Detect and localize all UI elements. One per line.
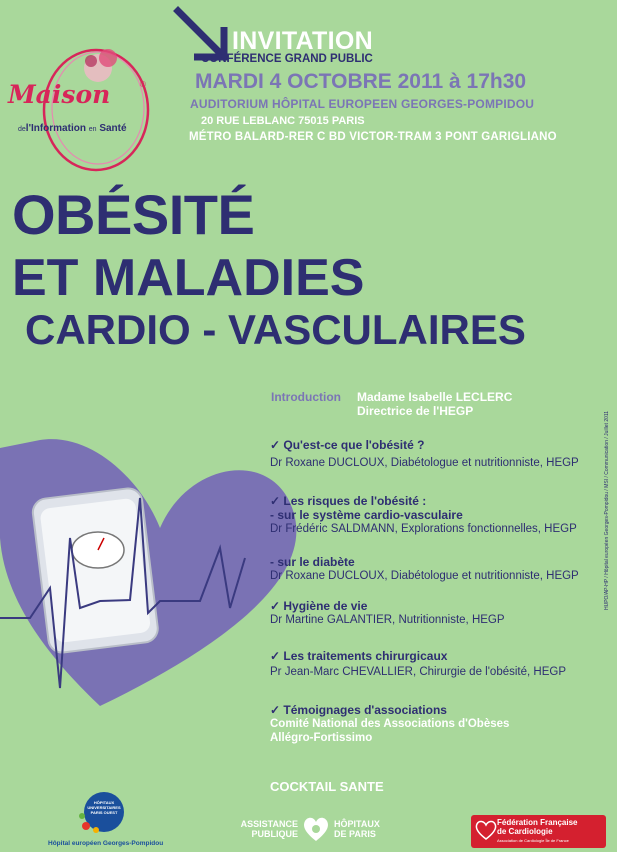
hup-line-4: Hôpital européen Georges-Pompidou	[48, 840, 164, 847]
event-address: 20 RUE LEBLANC 75015 PARIS	[201, 115, 365, 127]
program-item-speaker: Dr Roxane DUCLOUX, Diabétologue et nutritionniste, HEGP	[270, 457, 579, 469]
title-line-2: ET MALADIES	[12, 249, 365, 307]
intro-role: Directrice de l'HEGP	[357, 404, 474, 418]
program-item-speaker: Dr Roxane DUCLOUX, Diabétologue et nutritionniste, HEGP	[270, 570, 579, 582]
ffc-line-2: de Cardiologie	[497, 827, 553, 836]
ffc-logo	[471, 815, 606, 848]
program-item	[270, 599, 505, 627]
ap-hp-heart-icon	[302, 815, 330, 843]
ap-right	[334, 819, 380, 839]
logo-sub-en: en	[88, 126, 97, 133]
program-item-title: - sur le diabète	[270, 555, 355, 569]
ffc-heart-icon	[475, 819, 497, 841]
program-item-title: ✓ Hygiène de vie	[270, 599, 368, 613]
logo-sub-sante: Santé	[99, 123, 127, 134]
intro-label: Introduction	[271, 390, 341, 404]
program-item-speaker: Comité National des Associations d'Obèses	[270, 718, 510, 730]
program-item	[270, 703, 509, 745]
program-item-speaker: Dr Frédéric SALDMANN, Explorations fonctionnelles, HEGP	[270, 523, 577, 535]
intro-speaker	[357, 390, 512, 418]
cocktail-label: COCKTAIL SANTE	[270, 779, 384, 794]
ffc-text	[497, 818, 577, 845]
title-line-1: OBÉSITÉ	[12, 183, 255, 246]
logo-registered: ®	[140, 80, 146, 89]
hup-logo	[48, 790, 164, 850]
hup-text	[84, 800, 124, 815]
event-date: MARDI 4 OCTOBRE 2011 à 17h30	[195, 70, 527, 93]
logo-sub-info: l'Information	[25, 123, 86, 134]
title-line-3: CARDIO - VASCULAIRES	[25, 306, 526, 353]
program-item-title: ✓ Témoignages d'associations	[270, 703, 447, 717]
program-item-title: ✓ Les risques de l'obésité :	[270, 494, 427, 508]
program-item	[270, 438, 579, 470]
program-item	[270, 555, 579, 583]
ap-left-1: ASSISTANCE	[240, 819, 298, 829]
program-item	[270, 494, 577, 536]
logo-name: Maison	[8, 80, 111, 109]
logo-sub-de: de	[18, 126, 26, 133]
hup-line-3: PARIS OUEST	[90, 810, 118, 815]
logo-subtitle	[18, 123, 127, 134]
conference-label: CONFÉRENCE GRAND PUBLIC	[201, 53, 373, 65]
program-item-speaker-2: Allégro-Fortissimo	[270, 732, 373, 744]
ffc-line-3: Association de Cardiologie Île de France	[497, 838, 569, 843]
ap-right-1: HÔPITAUX	[334, 819, 380, 829]
program-item-title: ✓ Les traitements chirurgicaux	[270, 649, 448, 663]
invitation-heading: INVITATION	[232, 27, 373, 55]
ap-left	[230, 819, 298, 839]
ffc-line-1: Fédération Française	[497, 818, 578, 827]
vertical-credit: HUPO/AP-HP / Hôpital européen Georges-Pompidou / MSI / Communication / Juillet 2011	[604, 410, 610, 610]
ap-right-2: DE PARIS	[334, 829, 376, 839]
hup-line-2: UNIVERSITAIRES	[87, 805, 121, 810]
heart-scale-illustration	[0, 438, 300, 708]
event-venue: AUDITORIUM HÔPITAL EUROPEEN GEORGES-POMPIDOU	[190, 97, 535, 111]
program-item-subtitle: - sur le système cardio-vasculaire	[270, 508, 463, 522]
program-item-title: ✓ Qu'est-ce que l'obésité ?	[270, 438, 425, 452]
program-item-speaker: Pr Jean-Marc CHEVALLIER, Chirurgie de l'obésité, HEGP	[270, 666, 566, 678]
program-item	[270, 649, 566, 679]
event-metro: MÉTRO BALARD-RER C BD VICTOR-TRAM 3 PONT GARIGLIANO	[189, 131, 557, 143]
intro-name: Madame Isabelle LECLERC	[357, 390, 513, 404]
maison-logo	[0, 20, 175, 180]
ap-hp-logo	[230, 813, 400, 848]
program-item-speaker: Dr Martine GALANTIER, Nutritionniste, HEGP	[270, 614, 505, 626]
hup-line-1: HÔPITAUX	[93, 800, 115, 805]
ap-left-2: PUBLIQUE	[251, 829, 298, 839]
